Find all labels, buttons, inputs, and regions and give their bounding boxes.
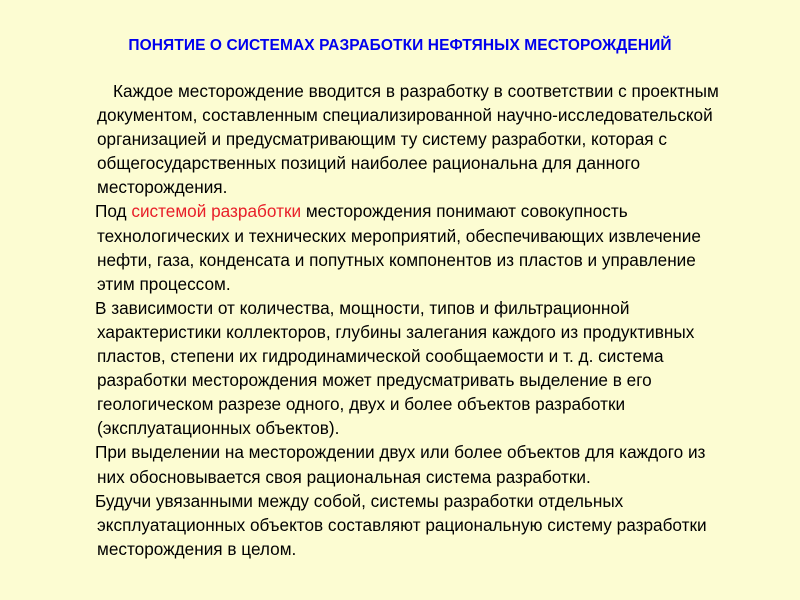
paragraph-2-start: Под [95,201,132,222]
paragraph-1: Каждое месторождение вводится в разработку в соответствии с проектным документом, составленным специализированной научно-исследовательской организацией и предусматривающим ту систему разработки, которая с общегосударственных позиций наиболее рациональна для данного месторождения. [97,81,719,198]
paragraph-2 [80,199,730,295]
paragraph-4: При выделении на месторождении двух или более объектов для каждого из них обосновывается своя рациональная система разработки. [95,442,706,487]
paragraph-2-end: месторождения понимают совокупность технологических и технических мероприятий, обеспечивающих извлечение нефти, газа, конденсата и попутных компонентов из пластов и управление этим процессом. [97,201,701,294]
paragraph-3: В зависимости от количества, мощности, типов и фильтрационной характеристики коллекторов, глубины залегания каждого из продуктивных пластов, степени их гидродинамической сообщаемости и т. д. система разработки месторождения может предусматривать выделение в его геологическом разрезе одного, двух и более объектов разработки (эксплуатационных объектов). [95,297,695,439]
slide-title: ПОНЯТИЕ О СИСТЕМАХ РАЗРАБОТКИ НЕФТЯНЫХ МЕСТОРОЖДЕНИЙ [128,37,672,54]
paragraph-5: Будучи увязанными между собой, системы разработки отдельных эксплуатационных объектов составляют рациональную систему разработки месторождения в целом. [95,490,707,559]
term-highlight: системой разработки [131,201,302,222]
slide-body [80,79,730,561]
